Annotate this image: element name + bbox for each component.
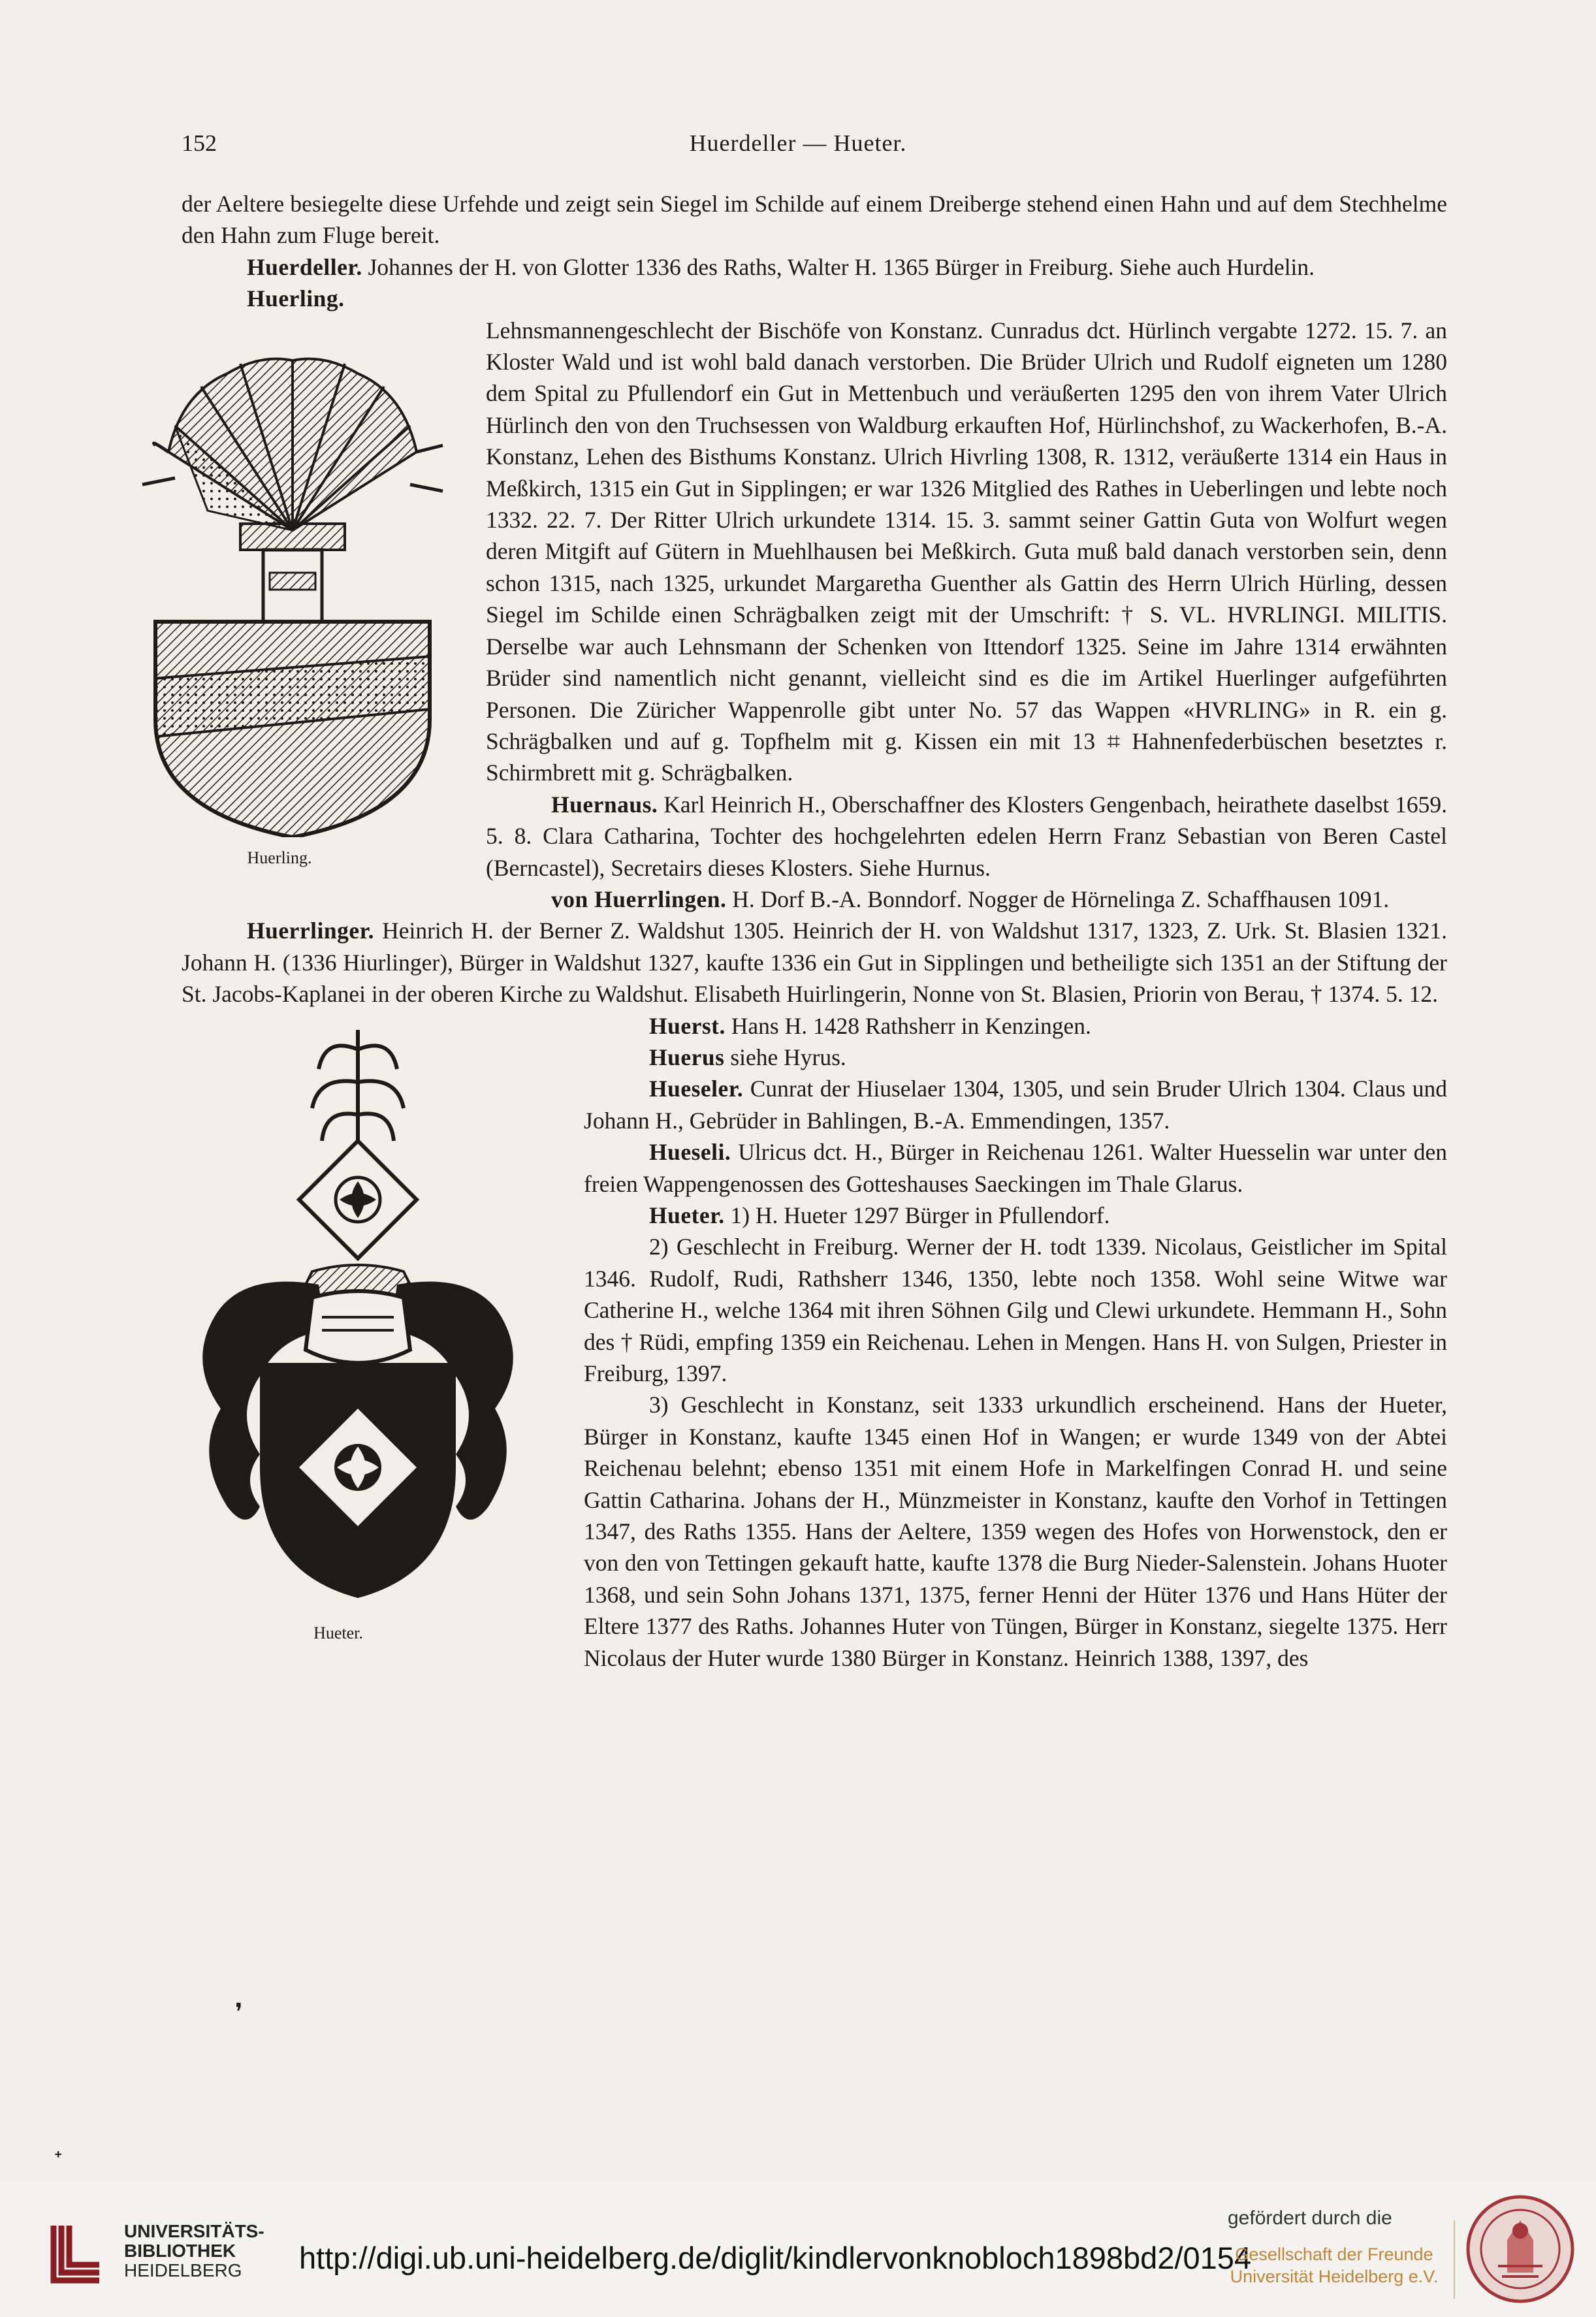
sponsor-label: gefördert durch die: [1228, 2207, 1392, 2229]
entry-heading: Huerrlinger.: [247, 918, 374, 944]
running-title: Huerdeller — Hueter.: [689, 130, 907, 156]
scan-mark: ᐩ: [54, 2146, 63, 2172]
figure-caption: Hueter.: [313, 1623, 363, 1642]
entry-heading: Hueter.: [649, 1202, 725, 1228]
entry-hueseler: Hueseler. Cunrat der Hiuselaer 1304, 1305, und sein Bruder Ulrich 1304. Claus und Johann H., Gebrüder in Bahlingen, B.-A. Emmendingen, 1357.: [584, 1076, 1447, 1134]
entry-huerrlinger: Huerrlinger. Heinrich H. der Berner Z. Waldshut 1305. Heinrich der H. von Waldshut 1317, 1323, Z. Urk. St. Blasien 1321. Johann H. (1336 Hiurlinger), Bürger in Waldshut 1327, kaufte 1336 ein Gut in Sipplingen und betheiligte sich 1351 an der Stiftung der St. Jacobs-Kaplanei in der oberen Kirche zu Waldshut. Elisabeth Huirlingerin, Nonne von St. Blasien, Priorin von Berau, † 1374. 5. 12.: [182, 918, 1447, 1008]
entry-hueter-konstanz: 3) Geschlecht in Konstanz, seit 1333 urkundlich erscheinend. Hans der Hueter, Bürger in Konstanz, kaufte 1345 einen Hof in Wangen; er wurde 1349 von der Abtei Reichenau belehnt; ebenso 1351 mit einem Hofe in Markelfingen Conrad H. und seine Gattin Catharina. Johans der H., Münzmeister in Konstanz, kaufte den Vorhof in Tettingen 1347, des Raths 1355. Hans der Aeltere, 1359 wegen des Hofes von Horwenstock, den er von den von Tettingen gekauft hatte, kaufte 1378 die Burg Nieder-Salenstein. Johans Huoter 1368, und sein Sohn Johans 1371, 1375, ferner Henni der Hüter 1376 und Hans Hüter der Eltere 1377 des Raths. Johannes Huter von Tüngen, Bürger in Konstanz, siegelte 1375. Herr Nicolaus der Huter wurde 1380 Bürger in Konstanz. Heinrich 1388, 1397, des: [584, 1392, 1447, 1671]
entry-heading: Huernaus.: [551, 791, 658, 818]
entry-hueseli: Hueseli. Ulricus dct. H., Bürger in Reichenau 1261. Walter Huesselin war unter den freien Wappengenossen des Gotteshauses Saeckingen im Thale Glarus.: [584, 1139, 1447, 1197]
university-library-name: UNIVERSITÄTS- BIBLIOTHEK HEIDELBERG: [124, 2221, 264, 2280]
page-number: 152: [182, 130, 217, 156]
entry-heading: Huerst.: [649, 1012, 726, 1039]
footer-divider: [1454, 2220, 1455, 2299]
body-text: [182, 188, 1447, 1676]
university-library-logo-icon: [47, 2219, 106, 2287]
viewer-footer: [0, 2181, 1596, 2317]
entry-heading: Huerdeller.: [247, 253, 362, 280]
entry-heading: Huerling.: [247, 285, 345, 312]
coat-of-arms-hueter-image: [162, 1010, 554, 1611]
figure-caption: Huerling.: [247, 848, 312, 867]
entry-huerus: Huerus siehe Hyrus.: [649, 1044, 846, 1070]
coat-of-arms-huerling: [129, 315, 469, 909]
entry-heading: Hueseler.: [649, 1076, 744, 1102]
entry-huerst: Huerst. Hans H. 1428 Rathsherr in Kenzingen.: [649, 1012, 1091, 1039]
paragraph-continuation: der Aeltere besiegelte diese Urfehde und zeigt sein Siegel im Schilde auf einem Dreiberge stehend einen Hahn und auf dem Stechhelme den Hahn zum Fluge bereit.: [182, 191, 1447, 249]
entry-von-huerrlingen: von Huerrlingen. H. Dorf B.-A. Bonndorf. Nogger de Hörnelinga Z. Schaffhausen 1091.: [551, 886, 1390, 912]
entry-huerling-text: Lehnsmannengeschlecht der Bischöfe von Konstanz. Cunradus dct. Hürlinch vergabte 1272. 15. 7. an Kloster Wald und ist wohl bald danach verstorben. Die Brüder Ulrich und Rudolf eigneten um 1280 dem Spital zu Pfullendorf ein Gut in Mettenbuch und veräußerten 1295 den von ihrem Vater Ulrich Hürlinch den von den Truchsessen von Waldburg erkauften Hof, Hürlinchshof, zu Wackerhofen, B.-A. Konstanz, Lehen des Bisthums Konstanz. Ulrich Hivrling 1308, R. 1312, veräußerte 1314 ein Haus in Meßkirch, 1315 ein Gut in Sipplingen; er war 1326 Mitglied des Rathes in Ueberlingen und lebte noch 1332. 22. 7. Der Ritter Ulrich urkundete 1314. 15. 3. sammt seiner Gattin Guta von Wolfurt wegen deren Mitgift auf Gütern in Muehlhausen bei Meßkirch. Guta muß bald danach verstorben sein, denn schon 1315, nach 1325, urkundet Margaretha Guenther als Gattin des Herrn Ulrich Hürling, dessen Siegel im Schilde einen Schrägbalken zeigt mit der Umschrift: † S. VL. HVRLINGI. MILITIS. Derselbe war auch Lehnsmann der Schenken von Ittendorf 1325. Seine im Jahre 1314 erwähnten Brüder sind namentlich nicht genannt, vielleicht sind es die im Artikel Huerlinger aufgeführten Personen. Die Züricher Wappenrolle gibt unter No. 57 das Wappen «HVRLING» in R. ein g. Schrägbalken und auf g. Topfhelm mit g. Kissen ein mit 13 ⌗ Hahnenfederbüschen besetztes r. Schirmbrett mit g. Schrägbalken.: [486, 317, 1447, 786]
coat-of-arms-huerling-image: [129, 315, 456, 837]
entry-hueter: Hueter. 1) H. Hueter 1297 Bürger in Pfullendorf.: [649, 1202, 1110, 1228]
coat-of-arms-hueter: [162, 1010, 567, 1676]
entry-heading: Huerus: [649, 1044, 725, 1070]
entry-huernaus: Huernaus. Karl Heinrich H., Oberschaffner des Klosters Gengenbach, heirathete daselbst 1659. 5. 8. Clara Catharina, Tochter des hochgelehrten edelen Herrn Franz Sebastian von Beren Castel (Berncastel), Secretairs dieses Klosters. Siehe Hurnus.: [486, 791, 1447, 881]
entry-heading: von Huerrlingen.: [551, 886, 727, 912]
entry-huerling: [182, 283, 1447, 314]
entry-heading: Hueseli.: [649, 1139, 731, 1166]
entry-huerdeller: Huerdeller. Johannes der H. von Glotter 1336 des Raths, Walter H. 1365 Bürger in Freiburg. Siehe auch Hurdelin.: [247, 253, 1315, 280]
scan-mark: ❜: [235, 1999, 243, 2025]
entry-hueter-freiburg: 2) Geschlecht in Freiburg. Werner der H. todt 1339. Nicolaus, Geistlicher im Spital 1346. Rudolf, Rudi, Rathsherr 1346, 1350, lebte noch 1358. Wohl seine Witwe war Catherine H., welche 1364 mit ihren Söhnen Gilg und Clewi urkundete. Hemmann H., Sohn des † Rüdi, empfing 1359 ein Reichenau. Lehen in Mengen. Hans H. von Sulgen, Priester in Freiburg, 1397.: [584, 1234, 1447, 1387]
permalink-url[interactable]: http://digi.ub.uni-heidelberg.de/diglit/kindlervonknobloch1898bd2/0154: [299, 2241, 1252, 2275]
sponsor-name: Gesellschaft der Freunde Universität Heidelberg e.V.: [1230, 2245, 1439, 2286]
university-seal-icon: [1465, 2194, 1575, 2304]
